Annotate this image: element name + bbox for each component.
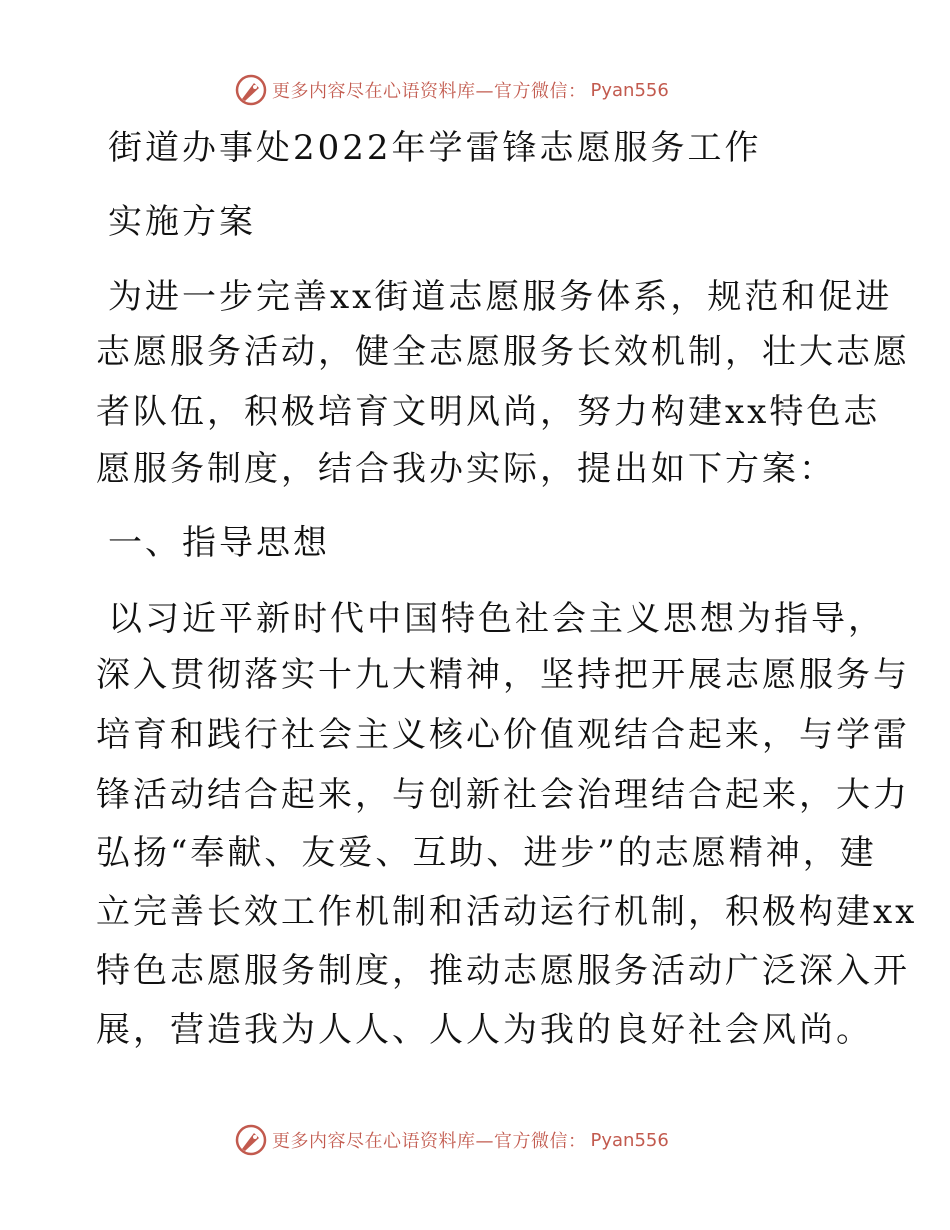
section-paragraph-line: 以习近平新时代中国特色社会主义思想为指导， [108,599,885,639]
document-title-line-2: 实施方案 [108,202,256,242]
section-paragraph-line: 锋活动结合起来，与创新社会治理结合起来，大力 [96,775,910,815]
watermark-text: 更多内容尽在心语资料库—官方微信： [272,81,587,102]
footer-watermark [234,1122,669,1158]
watermark-account: Pyan556 [590,79,669,101]
section-paragraph-line: 立完善长效工作机制和活动运行机制，积极构建xx [96,892,918,932]
section-paragraph-line: 深入贯彻落实十九大精神，坚持把开展志愿服务与 [96,655,910,695]
document-title-line-1: 街道办事处2022年学雷锋志愿服务工作 [108,128,762,168]
intro-paragraph-line: 为进一步完善xx街道志愿服务体系，规范和促进 [108,277,893,317]
section-heading-guiding-thought: 一、指导思想 [108,523,330,563]
section-paragraph-line: 展，营造我为人人、人人为我的良好社会风尚。 [96,1010,873,1050]
watermark-account: Pyan556 [590,1129,669,1151]
intro-paragraph-line: 愿服务制度，结合我办实际，提出如下方案： [96,449,836,489]
header-watermark [234,72,669,108]
section-paragraph-line: 特色志愿服务制度，推动志愿服务活动广泛深入开 [96,951,910,991]
watermark-text: 更多内容尽在心语资料库—官方微信： [272,1131,587,1152]
pen-nib-logo [234,1123,268,1157]
section-paragraph-line: 培育和践行社会主义核心价值观结合起来，与学雷 [96,715,910,755]
intro-paragraph-line: 者队伍，积极培育文明风尚，努力构建xx特色志 [96,392,881,432]
pen-nib-logo [234,73,268,107]
intro-paragraph-line: 志愿服务活动，健全志愿服务长效机制，壮大志愿 [96,332,910,372]
section-paragraph-line: 弘扬“奉献、友爱、互助、进步”的志愿精神，建 [96,833,877,873]
